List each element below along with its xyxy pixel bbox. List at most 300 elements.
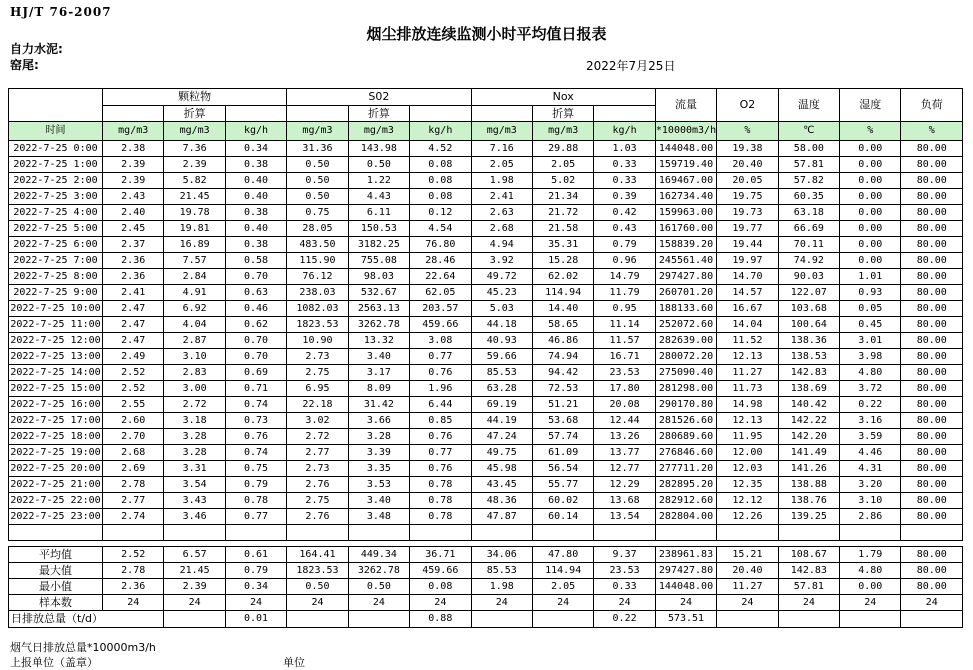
unit-cell: %	[901, 122, 963, 141]
summary-value-cell: 24	[225, 595, 286, 611]
value-cell: 0.00	[840, 205, 901, 221]
value-cell: 12.13	[717, 413, 778, 429]
time-cell: 2022-7-25 3:00	[9, 189, 103, 205]
blank-cell	[225, 106, 286, 122]
col-flow: 流量	[655, 89, 716, 122]
value-cell: 0.08	[410, 157, 471, 173]
daily-total-cell: 0.01	[225, 611, 286, 628]
value-cell: 0.78	[410, 509, 471, 525]
value-cell: 0.93	[840, 285, 901, 301]
summary-value-cell: 0.50	[287, 579, 348, 595]
time-cell: 2022-7-25 10:00	[9, 301, 103, 317]
value-cell: 3.28	[164, 445, 225, 461]
value-cell: 0.34	[225, 141, 286, 157]
value-cell: 12.00	[717, 445, 778, 461]
value-cell: 3.43	[164, 493, 225, 509]
value-cell: 3.08	[410, 333, 471, 349]
value-cell: 0.38	[225, 237, 286, 253]
value-cell: 20.08	[594, 397, 655, 413]
value-cell: 58.00	[778, 141, 839, 157]
summary-value-cell: 2.52	[103, 547, 164, 563]
report-date: 2022年7月25日	[586, 59, 676, 73]
summary-value-cell: 0.79	[225, 563, 286, 579]
summary-row	[9, 547, 963, 563]
value-cell: 80.00	[901, 349, 963, 365]
value-cell: 0.00	[840, 237, 901, 253]
value-cell: 14.98	[717, 397, 778, 413]
value-cell: 80.00	[901, 509, 963, 525]
value-cell: 7.16	[471, 141, 532, 157]
summary-value-cell: 4.80	[840, 563, 901, 579]
value-cell: 80.00	[901, 461, 963, 477]
blank-cell	[471, 106, 532, 122]
time-header: 时间	[9, 122, 103, 141]
time-cell: 2022-7-25 22:00	[9, 493, 103, 509]
value-cell: 63.18	[778, 205, 839, 221]
value-cell: 80.00	[901, 333, 963, 349]
summary-value-cell: 24	[410, 595, 471, 611]
value-cell: 2.76	[287, 509, 348, 525]
value-cell: 21.72	[532, 205, 593, 221]
value-cell: 245561.40	[655, 253, 716, 269]
value-cell: 141.49	[778, 445, 839, 461]
summary-row	[9, 579, 963, 595]
value-cell: 80.00	[901, 157, 963, 173]
time-cell: 2022-7-25 4:00	[9, 205, 103, 221]
value-cell: 14.04	[717, 317, 778, 333]
blank-cell	[225, 525, 286, 541]
report-table	[8, 88, 963, 628]
value-cell: 0.00	[840, 141, 901, 157]
value-cell: 2.47	[103, 333, 164, 349]
summary-value-cell: 459.66	[410, 563, 471, 579]
blank-cell	[103, 525, 164, 541]
table-row	[9, 429, 963, 445]
summary-value-cell: 0.08	[410, 579, 471, 595]
summary-value-cell: 164.41	[287, 547, 348, 563]
value-cell: 76.12	[287, 269, 348, 285]
value-cell: 138.53	[778, 349, 839, 365]
value-cell: 3.40	[348, 349, 409, 365]
daily-total-label: 日排放总量（t/d）	[9, 611, 164, 628]
value-cell: 139.25	[778, 509, 839, 525]
summary-value-cell: 0.50	[348, 579, 409, 595]
summary-value-cell: 24	[471, 595, 532, 611]
value-cell: 0.63	[225, 285, 286, 301]
value-cell: 4.80	[840, 365, 901, 381]
value-cell: 43.45	[471, 477, 532, 493]
value-cell: 0.50	[287, 173, 348, 189]
value-cell: 0.22	[840, 397, 901, 413]
value-cell: 5.82	[164, 173, 225, 189]
blank-cell	[594, 525, 655, 541]
value-cell: 0.78	[410, 477, 471, 493]
value-cell: 60.35	[778, 189, 839, 205]
value-cell: 11.79	[594, 285, 655, 301]
value-cell: 10.90	[287, 333, 348, 349]
value-cell: 3.35	[348, 461, 409, 477]
value-cell: 55.77	[532, 477, 593, 493]
value-cell: 252072.60	[655, 317, 716, 333]
value-cell: 3.72	[840, 381, 901, 397]
value-cell: 5.03	[471, 301, 532, 317]
value-cell: 3.66	[348, 413, 409, 429]
value-cell: 57.82	[778, 173, 839, 189]
daily-total-cell	[532, 611, 593, 628]
value-cell: 115.90	[287, 253, 348, 269]
value-cell: 2.72	[287, 429, 348, 445]
value-cell: 22.64	[410, 269, 471, 285]
daily-total-cell	[778, 611, 839, 628]
value-cell: 12.03	[717, 461, 778, 477]
time-cell: 2022-7-25 2:00	[9, 173, 103, 189]
daily-total-cell: 0.88	[410, 611, 471, 628]
value-cell: 0.33	[594, 157, 655, 173]
value-cell: 16.71	[594, 349, 655, 365]
time-cell: 2022-7-25 1:00	[9, 157, 103, 173]
unit-cell: mg/m3	[164, 122, 225, 141]
value-cell: 0.77	[225, 509, 286, 525]
table-row	[9, 205, 963, 221]
value-cell: 1.22	[348, 173, 409, 189]
value-cell: 0.79	[594, 237, 655, 253]
summary-value-cell: 36.71	[410, 547, 471, 563]
value-cell: 62.05	[410, 285, 471, 301]
summary-value-cell: 24	[287, 595, 348, 611]
summary-row-label: 平均值	[9, 547, 103, 563]
value-cell: 19.77	[717, 221, 778, 237]
value-cell: 31.36	[287, 141, 348, 157]
value-cell: 1823.53	[287, 317, 348, 333]
value-cell: 4.94	[471, 237, 532, 253]
value-cell: 58.65	[532, 317, 593, 333]
summary-value-cell: 0.61	[225, 547, 286, 563]
summary-value-cell: 2.36	[103, 579, 164, 595]
summary-value-cell: 1.98	[471, 579, 532, 595]
group-particulate: 颗粒物	[103, 89, 287, 106]
value-cell: 12.35	[717, 477, 778, 493]
time-cell: 2022-7-25 11:00	[9, 317, 103, 333]
value-cell: 21.58	[532, 221, 593, 237]
value-cell: 2.05	[471, 157, 532, 173]
table-row	[9, 397, 963, 413]
value-cell: 142.22	[778, 413, 839, 429]
value-cell: 80.00	[901, 381, 963, 397]
value-cell: 12.44	[594, 413, 655, 429]
value-cell: 3.98	[840, 349, 901, 365]
value-cell: 2.37	[103, 237, 164, 253]
value-cell: 2.75	[287, 365, 348, 381]
table-row	[9, 445, 963, 461]
blank-cell	[287, 106, 348, 122]
summary-value-cell: 144048.00	[655, 579, 716, 595]
value-cell: 0.58	[225, 253, 286, 269]
time-cell: 2022-7-25 6:00	[9, 237, 103, 253]
unit-cell: %	[717, 122, 778, 141]
value-cell: 56.54	[532, 461, 593, 477]
value-cell: 63.28	[471, 381, 532, 397]
value-cell: 2.75	[287, 493, 348, 509]
value-cell: 2.87	[164, 333, 225, 349]
summary-row-label: 最小值	[9, 579, 103, 595]
value-cell: 0.73	[225, 413, 286, 429]
value-cell: 169467.00	[655, 173, 716, 189]
value-cell: 2.77	[287, 445, 348, 461]
unit-cell: mg/m3	[287, 122, 348, 141]
value-cell: 0.74	[225, 397, 286, 413]
value-cell: 19.97	[717, 253, 778, 269]
value-cell: 60.02	[532, 493, 593, 509]
value-cell: 280689.60	[655, 429, 716, 445]
table-row	[9, 301, 963, 317]
value-cell: 276846.60	[655, 445, 716, 461]
value-cell: 2.52	[103, 381, 164, 397]
value-cell: 290170.80	[655, 397, 716, 413]
value-cell: 2.70	[103, 429, 164, 445]
table-row	[9, 157, 963, 173]
value-cell: 6.44	[410, 397, 471, 413]
value-cell: 59.66	[471, 349, 532, 365]
value-cell: 3.20	[840, 477, 901, 493]
value-cell: 0.75	[225, 461, 286, 477]
summary-value-cell: 24	[901, 595, 963, 611]
daily-total-cell	[717, 611, 778, 628]
value-cell: 12.13	[717, 349, 778, 365]
value-cell: 114.94	[532, 285, 593, 301]
value-cell: 14.70	[717, 269, 778, 285]
value-cell: 2.73	[287, 349, 348, 365]
value-cell: 80.00	[901, 253, 963, 269]
value-cell: 3.48	[348, 509, 409, 525]
group-so2: S02	[287, 89, 471, 106]
unit-cell: mg/m3	[532, 122, 593, 141]
value-cell: 1.01	[840, 269, 901, 285]
blank-cell	[901, 525, 963, 541]
summary-value-cell: 20.40	[717, 563, 778, 579]
value-cell: 21.45	[164, 189, 225, 205]
value-cell: 12.26	[717, 509, 778, 525]
unit-header-row	[9, 122, 963, 141]
table-row	[9, 477, 963, 493]
converted-label: 折算	[348, 106, 409, 122]
value-cell: 2.36	[103, 269, 164, 285]
time-cell: 2022-7-25 19:00	[9, 445, 103, 461]
value-cell: 282895.20	[655, 477, 716, 493]
blank-cell	[655, 525, 716, 541]
value-cell: 0.76	[410, 365, 471, 381]
value-cell: 282639.00	[655, 333, 716, 349]
value-cell: 74.92	[778, 253, 839, 269]
summary-value-cell: 24	[532, 595, 593, 611]
value-cell: 7.57	[164, 253, 225, 269]
value-cell: 47.87	[471, 509, 532, 525]
value-cell: 85.53	[471, 365, 532, 381]
table-row	[9, 493, 963, 509]
value-cell: 3.92	[471, 253, 532, 269]
value-cell: 0.69	[225, 365, 286, 381]
summary-value-cell: 2.05	[532, 579, 593, 595]
value-cell: 29.88	[532, 141, 593, 157]
value-cell: 3.18	[164, 413, 225, 429]
value-cell: 2.41	[103, 285, 164, 301]
value-cell: 142.20	[778, 429, 839, 445]
report-title: 烟尘排放连续监测小时平均值日报表	[366, 25, 607, 43]
value-cell: 4.43	[348, 189, 409, 205]
summary-value-cell: 24	[655, 595, 716, 611]
value-cell: 5.02	[532, 173, 593, 189]
value-cell: 0.08	[410, 189, 471, 205]
value-cell: 12.12	[717, 493, 778, 509]
value-cell: 0.78	[410, 493, 471, 509]
value-cell: 44.19	[471, 413, 532, 429]
value-cell: 3.39	[348, 445, 409, 461]
value-cell: 103.68	[778, 301, 839, 317]
value-cell: 31.42	[348, 397, 409, 413]
table-row	[9, 461, 963, 477]
value-cell: 2.49	[103, 349, 164, 365]
value-cell: 3.54	[164, 477, 225, 493]
value-cell: 0.77	[410, 349, 471, 365]
value-cell: 0.38	[225, 157, 286, 173]
summary-row-label: 样本数	[9, 595, 103, 611]
blank-cell	[164, 525, 225, 541]
summary-value-cell: 3262.78	[348, 563, 409, 579]
time-cell: 2022-7-25 15:00	[9, 381, 103, 397]
value-cell: 0.00	[840, 173, 901, 189]
summary-value-cell: 24	[348, 595, 409, 611]
value-cell: 2.73	[287, 461, 348, 477]
value-cell: 80.00	[901, 445, 963, 461]
value-cell: 2.72	[164, 397, 225, 413]
unit-cell: kg/h	[594, 122, 655, 141]
table-row	[9, 285, 963, 301]
value-cell: 3.40	[348, 493, 409, 509]
blank-cell	[594, 106, 655, 122]
unit-cell: kg/h	[225, 122, 286, 141]
value-cell: 20.05	[717, 173, 778, 189]
value-cell: 122.07	[778, 285, 839, 301]
value-cell: 142.83	[778, 365, 839, 381]
value-cell: 80.00	[901, 205, 963, 221]
table-row	[9, 381, 963, 397]
value-cell: 2.47	[103, 317, 164, 333]
value-cell: 0.77	[410, 445, 471, 461]
summary-value-cell: 0.00	[840, 579, 901, 595]
value-cell: 238.03	[287, 285, 348, 301]
value-cell: 0.42	[594, 205, 655, 221]
value-cell: 12.77	[594, 461, 655, 477]
value-cell: 74.94	[532, 349, 593, 365]
table-row	[9, 349, 963, 365]
value-cell: 80.00	[901, 269, 963, 285]
value-cell: 57.81	[778, 157, 839, 173]
value-cell: 49.72	[471, 269, 532, 285]
value-cell: 40.93	[471, 333, 532, 349]
table-row	[9, 237, 963, 253]
value-cell: 281526.60	[655, 413, 716, 429]
summary-value-cell: 11.27	[717, 579, 778, 595]
value-cell: 11.57	[594, 333, 655, 349]
value-cell: 138.88	[778, 477, 839, 493]
value-cell: 2.68	[103, 445, 164, 461]
value-cell: 2.63	[471, 205, 532, 221]
summary-value-cell: 57.81	[778, 579, 839, 595]
summary-value-cell: 6.57	[164, 547, 225, 563]
value-cell: 3.28	[348, 429, 409, 445]
value-cell: 14.57	[717, 285, 778, 301]
value-cell: 0.70	[225, 269, 286, 285]
value-cell: 13.26	[594, 429, 655, 445]
summary-value-cell: 85.53	[471, 563, 532, 579]
table-row	[9, 189, 963, 205]
value-cell: 1.98	[471, 173, 532, 189]
time-cell: 2022-7-25 18:00	[9, 429, 103, 445]
blank-cell	[717, 525, 778, 541]
value-cell: 20.40	[717, 157, 778, 173]
daily-total-cell	[471, 611, 532, 628]
value-cell: 2.84	[164, 269, 225, 285]
daily-total-cell	[348, 611, 409, 628]
time-cell: 2022-7-25 21:00	[9, 477, 103, 493]
summary-row	[9, 595, 963, 611]
standard-code: HJ/T 76-2007	[10, 5, 112, 19]
summary-value-cell: 24	[778, 595, 839, 611]
value-cell: 532.67	[348, 285, 409, 301]
value-cell: 2.36	[103, 253, 164, 269]
table-row	[9, 509, 963, 525]
blank-cell	[410, 106, 471, 122]
value-cell: 22.18	[287, 397, 348, 413]
company-name: 自力水泥:	[10, 42, 63, 56]
table-row	[9, 365, 963, 381]
value-cell: 2.76	[287, 477, 348, 493]
value-cell: 755.08	[348, 253, 409, 269]
value-cell: 2.78	[103, 477, 164, 493]
report-table-head	[9, 89, 963, 141]
blank-cell	[410, 525, 471, 541]
time-header-blank	[9, 89, 103, 122]
value-cell: 61.09	[532, 445, 593, 461]
value-cell: 0.50	[287, 189, 348, 205]
time-cell: 2022-7-25 9:00	[9, 285, 103, 301]
value-cell: 3.10	[164, 349, 225, 365]
value-cell: 3.53	[348, 477, 409, 493]
table-row	[9, 173, 963, 189]
summary-value-cell: 24	[717, 595, 778, 611]
value-cell: 2.38	[103, 141, 164, 157]
summary-row-label: 最大值	[9, 563, 103, 579]
value-cell: 80.00	[901, 477, 963, 493]
value-cell: 35.31	[532, 237, 593, 253]
table-row	[9, 269, 963, 285]
unit-cell: *10000m3/h	[655, 122, 716, 141]
summary-value-cell: 15.21	[717, 547, 778, 563]
time-cell: 2022-7-25 7:00	[9, 253, 103, 269]
value-cell: 282912.60	[655, 493, 716, 509]
value-cell: 11.52	[717, 333, 778, 349]
time-cell: 2022-7-25 13:00	[9, 349, 103, 365]
summary-value-cell: 2.39	[164, 579, 225, 595]
value-cell: 3.28	[164, 429, 225, 445]
value-cell: 161760.00	[655, 221, 716, 237]
monitor-point: 窑尾:	[10, 58, 39, 72]
value-cell: 138.69	[778, 381, 839, 397]
unit-cell: %	[840, 122, 901, 141]
summary-value-cell: 9.37	[594, 547, 655, 563]
value-cell: 16.89	[164, 237, 225, 253]
value-cell: 19.78	[164, 205, 225, 221]
table-row	[9, 253, 963, 269]
